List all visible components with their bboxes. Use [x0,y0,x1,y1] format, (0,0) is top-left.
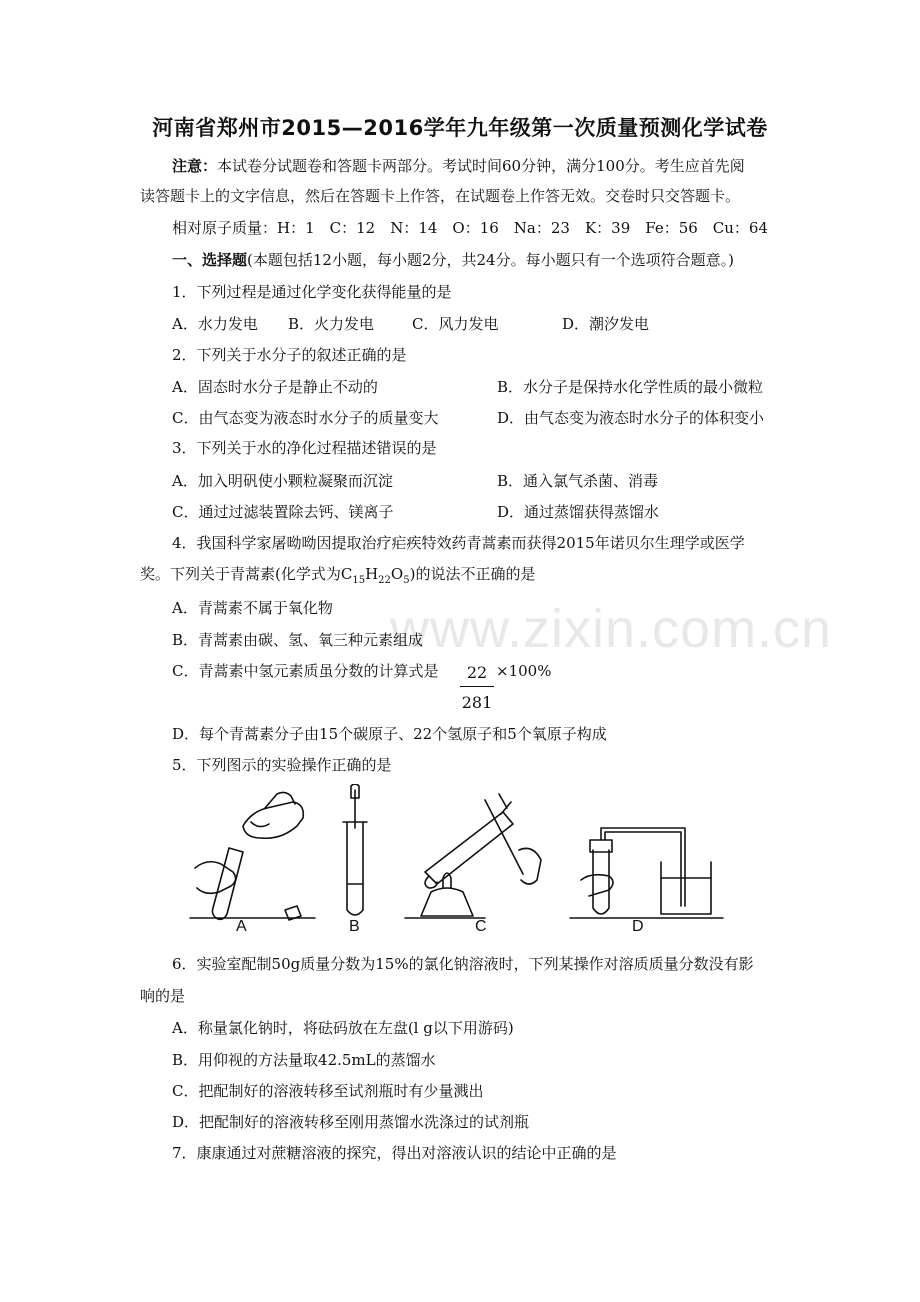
q6-option-c: C．把配制好的溶液转移至试剂瓶时有少量溅出 [172,1082,484,1100]
q4-option-d: D．每个青蒿素分子由15个碳原子、22个氢原子和5个氧原子构成 [172,725,607,743]
fraction-times: ×100% [496,662,552,680]
q4-stem-1: 4．我国科学家屠呦呦因提取治疗疟疾特效药青蒿素而获得2015年诺贝尔生理学或医学 [172,534,745,552]
q4-option-b: B．青蒿素由碳、氢、氧三种元素组成 [172,631,424,649]
q2-option-d: D．由气态变为液态时水分子的体积变小 [497,409,765,427]
q4-stem-2-post: )的说法不正确的是 [409,565,536,583]
q1-option-a: A．水力发电 [172,315,258,333]
q2-option-c: C．由气态变为液态时水分子的质量变大 [172,409,439,427]
q3-stem: 3．下列关于水的净化过程描述错误的是 [172,439,437,457]
fraction-denominator: 281 [461,693,493,712]
q4-stem-2-pre: 奖。下列关于青蒿素(化学式为C [140,565,353,583]
fraction-numerator: 22 [466,663,488,682]
watermark: www.zixin.com.cn [390,599,833,659]
formula-o: O [390,565,404,583]
lab-operations-figure [185,784,725,944]
q7-stem: 7．康康通过对蔗糖溶液的探究，得出对溶液认识的结论中正确的是 [172,1144,617,1162]
page-title: 河南省郑州市2015—2016学年九年级第一次质量预测化学试卷 [152,116,768,140]
formula-sub-h: 22 [378,575,391,586]
q2-option-a: A．固态时水分子是静止不动的 [172,378,378,396]
q2-stem: 2．下列关于水分子的叙述正确的是 [172,346,407,364]
notice-line-2: 读答题卡上的文字信息，然后在答题卡上作答，在试题卷上作答无效。交卷时只交答题卡。 [140,187,741,205]
q6-stem-2: 响的是 [140,987,186,1005]
formula-sub-c: 15 [352,575,366,586]
section-1-header [172,250,734,270]
q3-option-a: A．加入明矾使小颗粒凝聚而沉淀 [172,472,393,490]
atomic-mass: 相对原子质量：H：1 C：12 N：14 O：16 Na：23 K：39 Fe：56 Cu：64 [172,219,769,237]
q4-option-c: C．青蒿素中氢元素质虽分数的计算式是 [172,662,439,680]
formula-h: H [365,565,379,583]
figure-d-airtight-check [570,828,723,918]
q4-stem-2 [140,564,535,591]
q4-option-a: A．青蒿素不属于氧化物 [172,599,333,617]
q3-option-b: B．通入氯气杀菌、消毒 [497,472,659,490]
q6-stem-1: 6．实验室配制50g质量分数为15%的氯化钠溶液时，下列某操作对溶质质量分数没有影 [172,955,754,973]
figure-c-heating [405,794,541,918]
q2-option-b: B．水分子是保持水化学性质的最小微粒 [497,378,764,396]
q6-option-d: D．把配制好的溶液转移至刚用蒸馏水洗涤过的试剂瓶 [172,1113,530,1131]
section-1-label: 一、选择题 [172,251,248,269]
q1-stem: 1．下列过程是通过化学变化获得能量的是 [172,283,452,301]
q1-option-c: C．风力发电 [412,315,499,333]
figure-a-pouring [190,792,315,920]
section-1-desc: (本题包括12小题，每小题2分，共24分。每小题只有一个选项符合题意。) [247,251,734,269]
q3-option-c: C．通过过滤装置除去钙、镁离子 [172,503,394,521]
notice-label: 注意： [172,157,218,175]
figure-label-c: C [475,918,487,935]
q6-option-b: B．用仰视的方法量取42.5mL的蒸馏水 [172,1051,436,1069]
notice-text-1: 本试卷分试题卷和答题卡两部分。考试时间60分钟，满分100分。考生应首先阅 [217,157,745,175]
q3-option-d: D．通过蒸馏获得蒸馏水 [497,503,660,521]
figure-label-b: B [349,918,360,935]
q5-stem: 5．下列图示的实验操作正确的是 [172,756,392,774]
figure-label-a: A [236,918,247,935]
q1-option-d: D．潮汐发电 [562,315,650,333]
q1-option-b: B．火力发电 [288,315,375,333]
formula-sub-o: 5 [403,575,410,586]
figure-label-d: D [632,918,644,935]
fraction [458,663,496,712]
notice-line-1 [172,156,745,176]
q6-option-a: A．称量氯化钠时，将砝码放在左盘(l g以下用游码) [172,1019,514,1037]
figure-b-dropper [343,784,367,915]
